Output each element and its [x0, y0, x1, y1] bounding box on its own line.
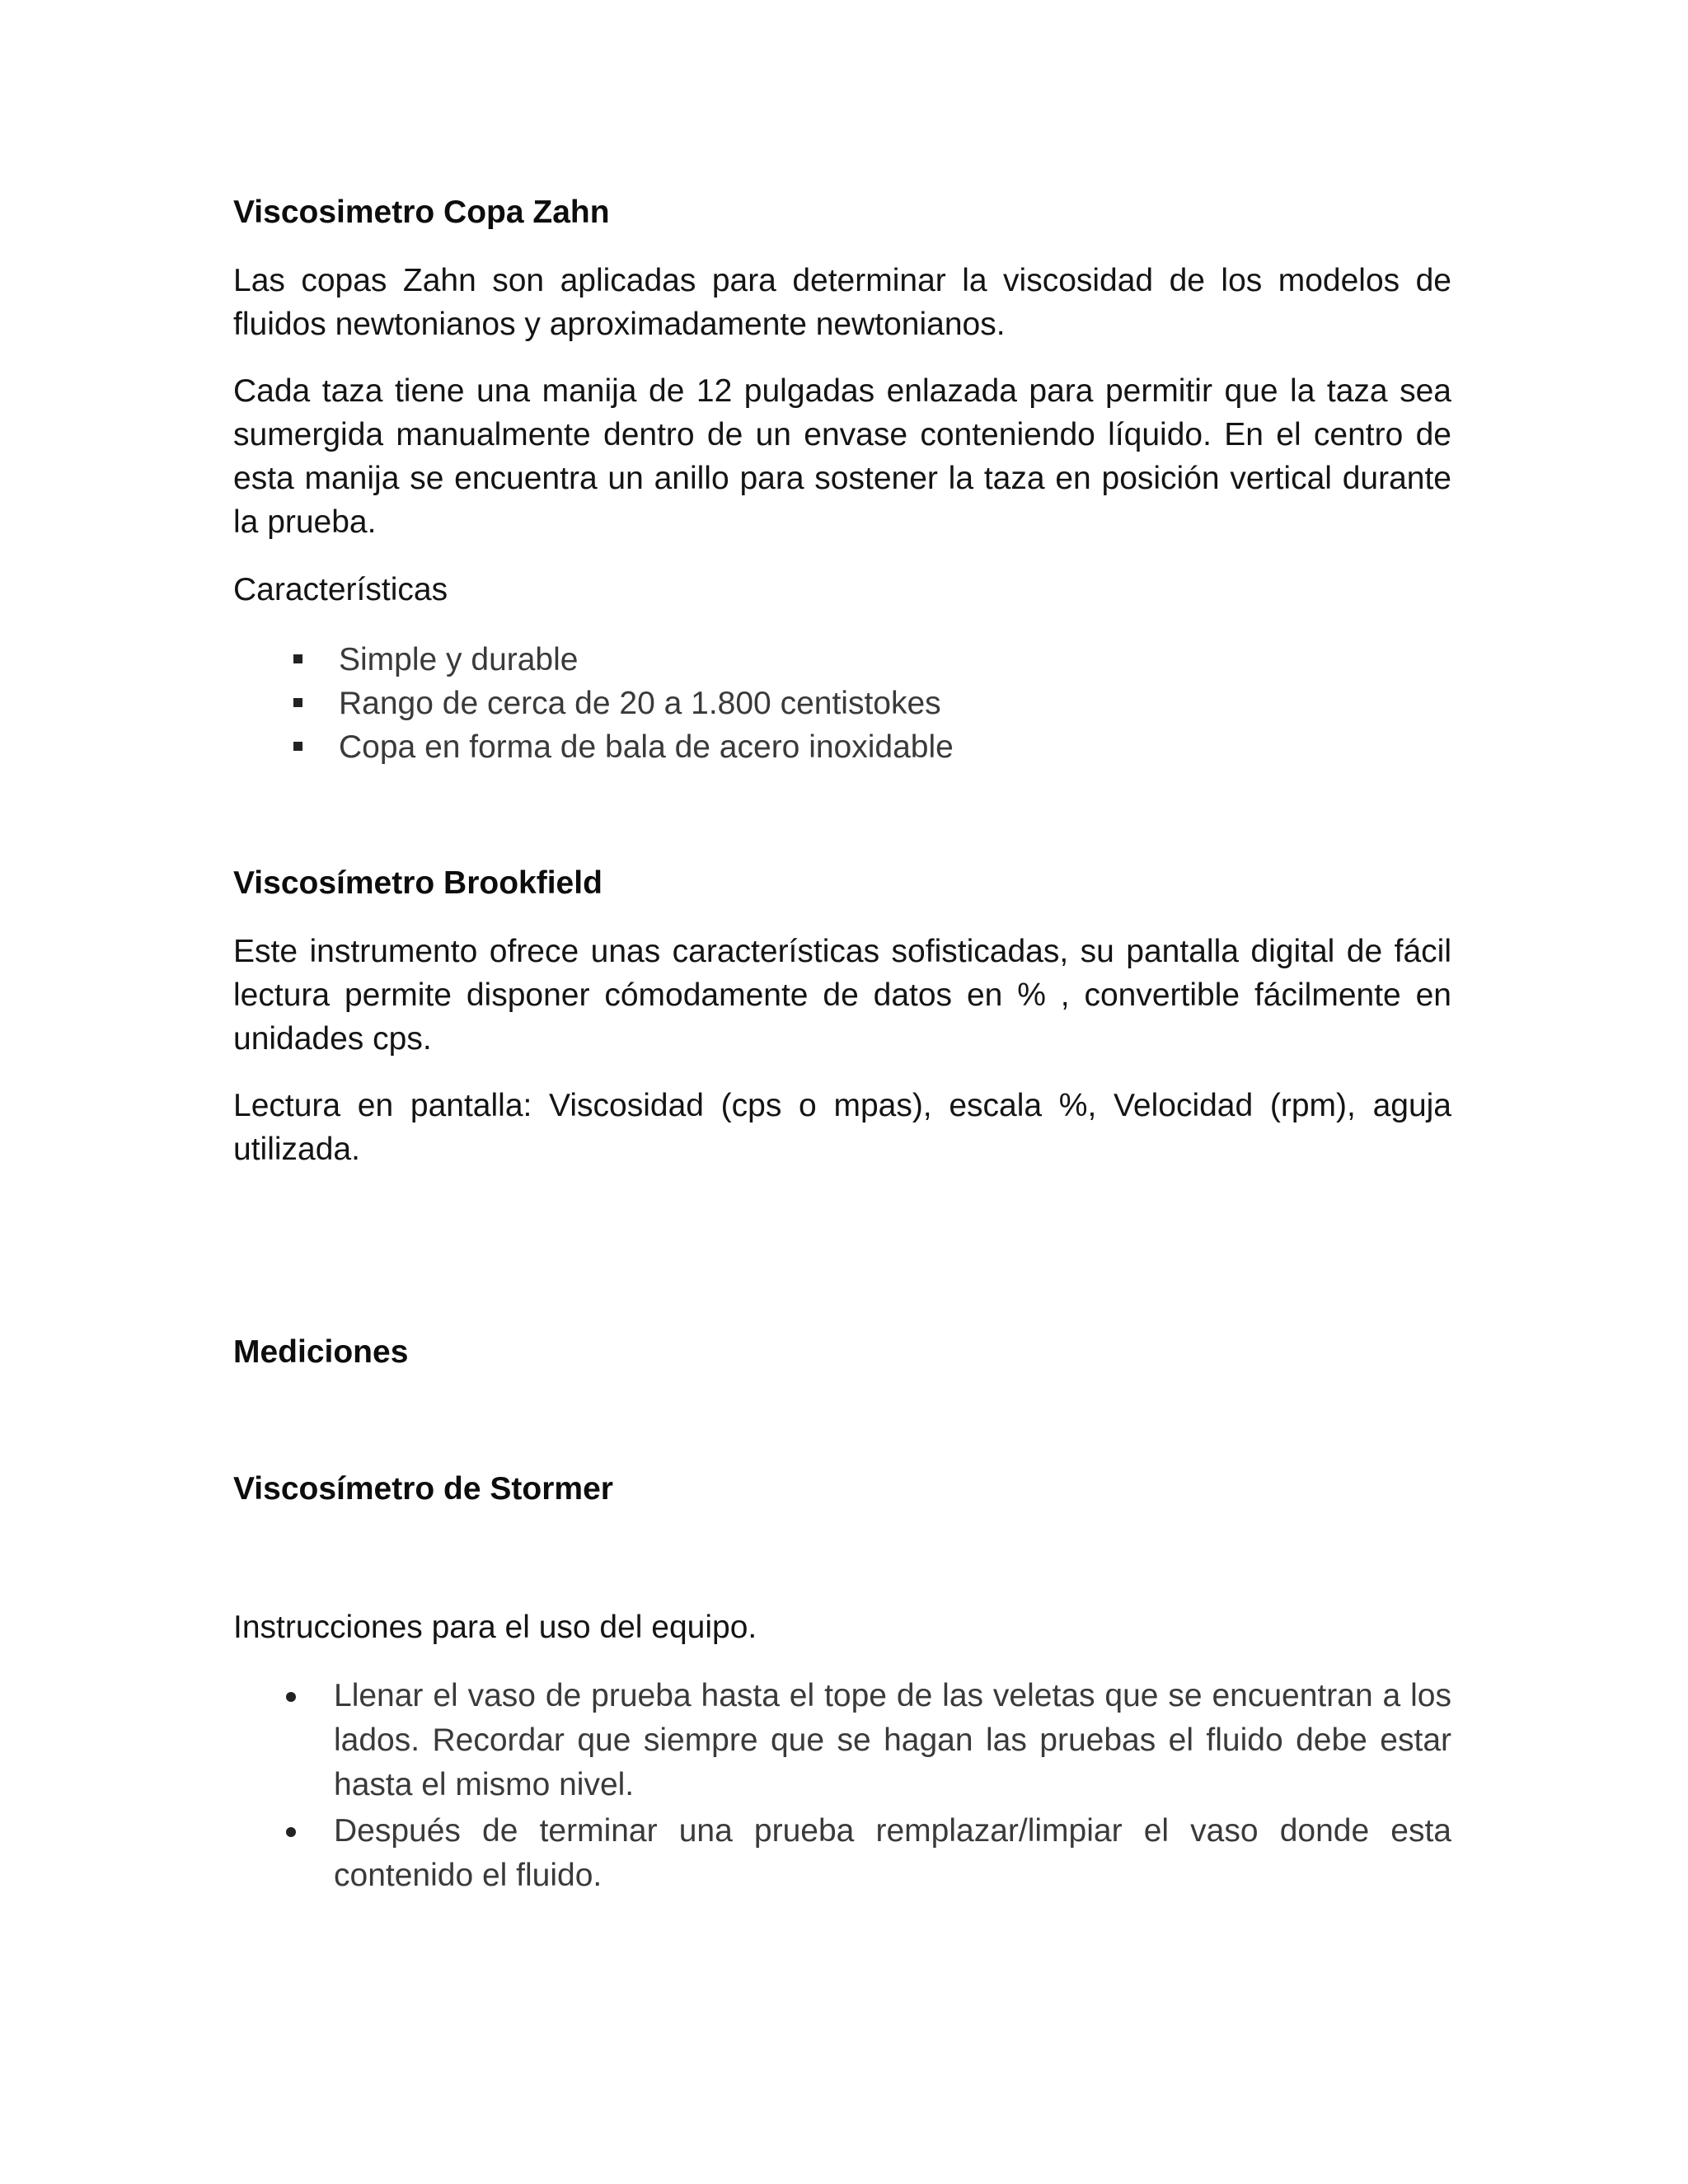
list-item — [233, 1809, 1451, 1898]
list-item — [233, 638, 1451, 682]
stormer-instructions-label: Instrucciones para el uso del equipo. — [233, 1610, 757, 1645]
mediciones-title: Mediciones — [233, 1334, 409, 1370]
zahn-title: Viscosimetro Copa Zahn — [233, 194, 610, 230]
zahn-paragraph-2: Cada taza tiene una manija de 12 pulgadas enlazada para permitir que la taza sea sumergida manualmente dentro de un envase conteniendo líquido. En el centro de esta manija se encuentra un anillo para sostener la taza en posición vertical durante la prueba. — [233, 373, 1451, 540]
list-item-text: Después de terminar una prueba remplazar/limpiar el vaso donde esta contenido el fluido. — [334, 1813, 1451, 1893]
list-item-text: Simple y durable — [339, 642, 579, 677]
zahn-features-label: Características — [233, 572, 448, 607]
round-bullet-icon — [286, 1827, 296, 1837]
list-item — [233, 1674, 1451, 1807]
zahn-features-list — [233, 638, 1451, 769]
square-bullet-icon — [293, 654, 302, 663]
list-item — [233, 725, 1451, 769]
list-item-text: Copa en forma de bala de acero inoxidable — [339, 729, 954, 765]
stormer-title: Viscosímetro de Stormer — [233, 1471, 613, 1507]
zahn-paragraph-1: Las copas Zahn son aplicadas para determinar la viscosidad de los modelos de fluidos newtonianos y aproximadamente newtonianos. — [233, 263, 1451, 342]
square-bullet-icon — [293, 698, 302, 707]
list-item-text: Rango de cerca de 20 a 1.800 centistokes — [339, 686, 941, 721]
square-bullet-icon — [293, 742, 302, 751]
brookfield-paragraph-2: Lectura en pantalla: Viscosidad (cps o mpas), escala %, Velocidad (rpm), aguja utilizada. — [233, 1088, 1451, 1167]
brookfield-title: Viscosímetro Brookfield — [233, 865, 603, 901]
round-bullet-icon — [286, 1692, 296, 1702]
list-item-text: Llenar el vaso de prueba hasta el tope de las veletas que se encuentran a los lados. Recordar que siempre que se hagan las pruebas el fluido debe estar hasta el mismo nivel. — [334, 1678, 1451, 1802]
list-item — [233, 682, 1451, 725]
brookfield-paragraph-1: Este instrumento ofrece unas características sofisticadas, su pantalla digital de fácil lectura permite disponer cómodamente de datos en % , convertible fácilmente en unidades cps. — [233, 934, 1451, 1057]
stormer-instructions-list — [233, 1674, 1451, 1900]
